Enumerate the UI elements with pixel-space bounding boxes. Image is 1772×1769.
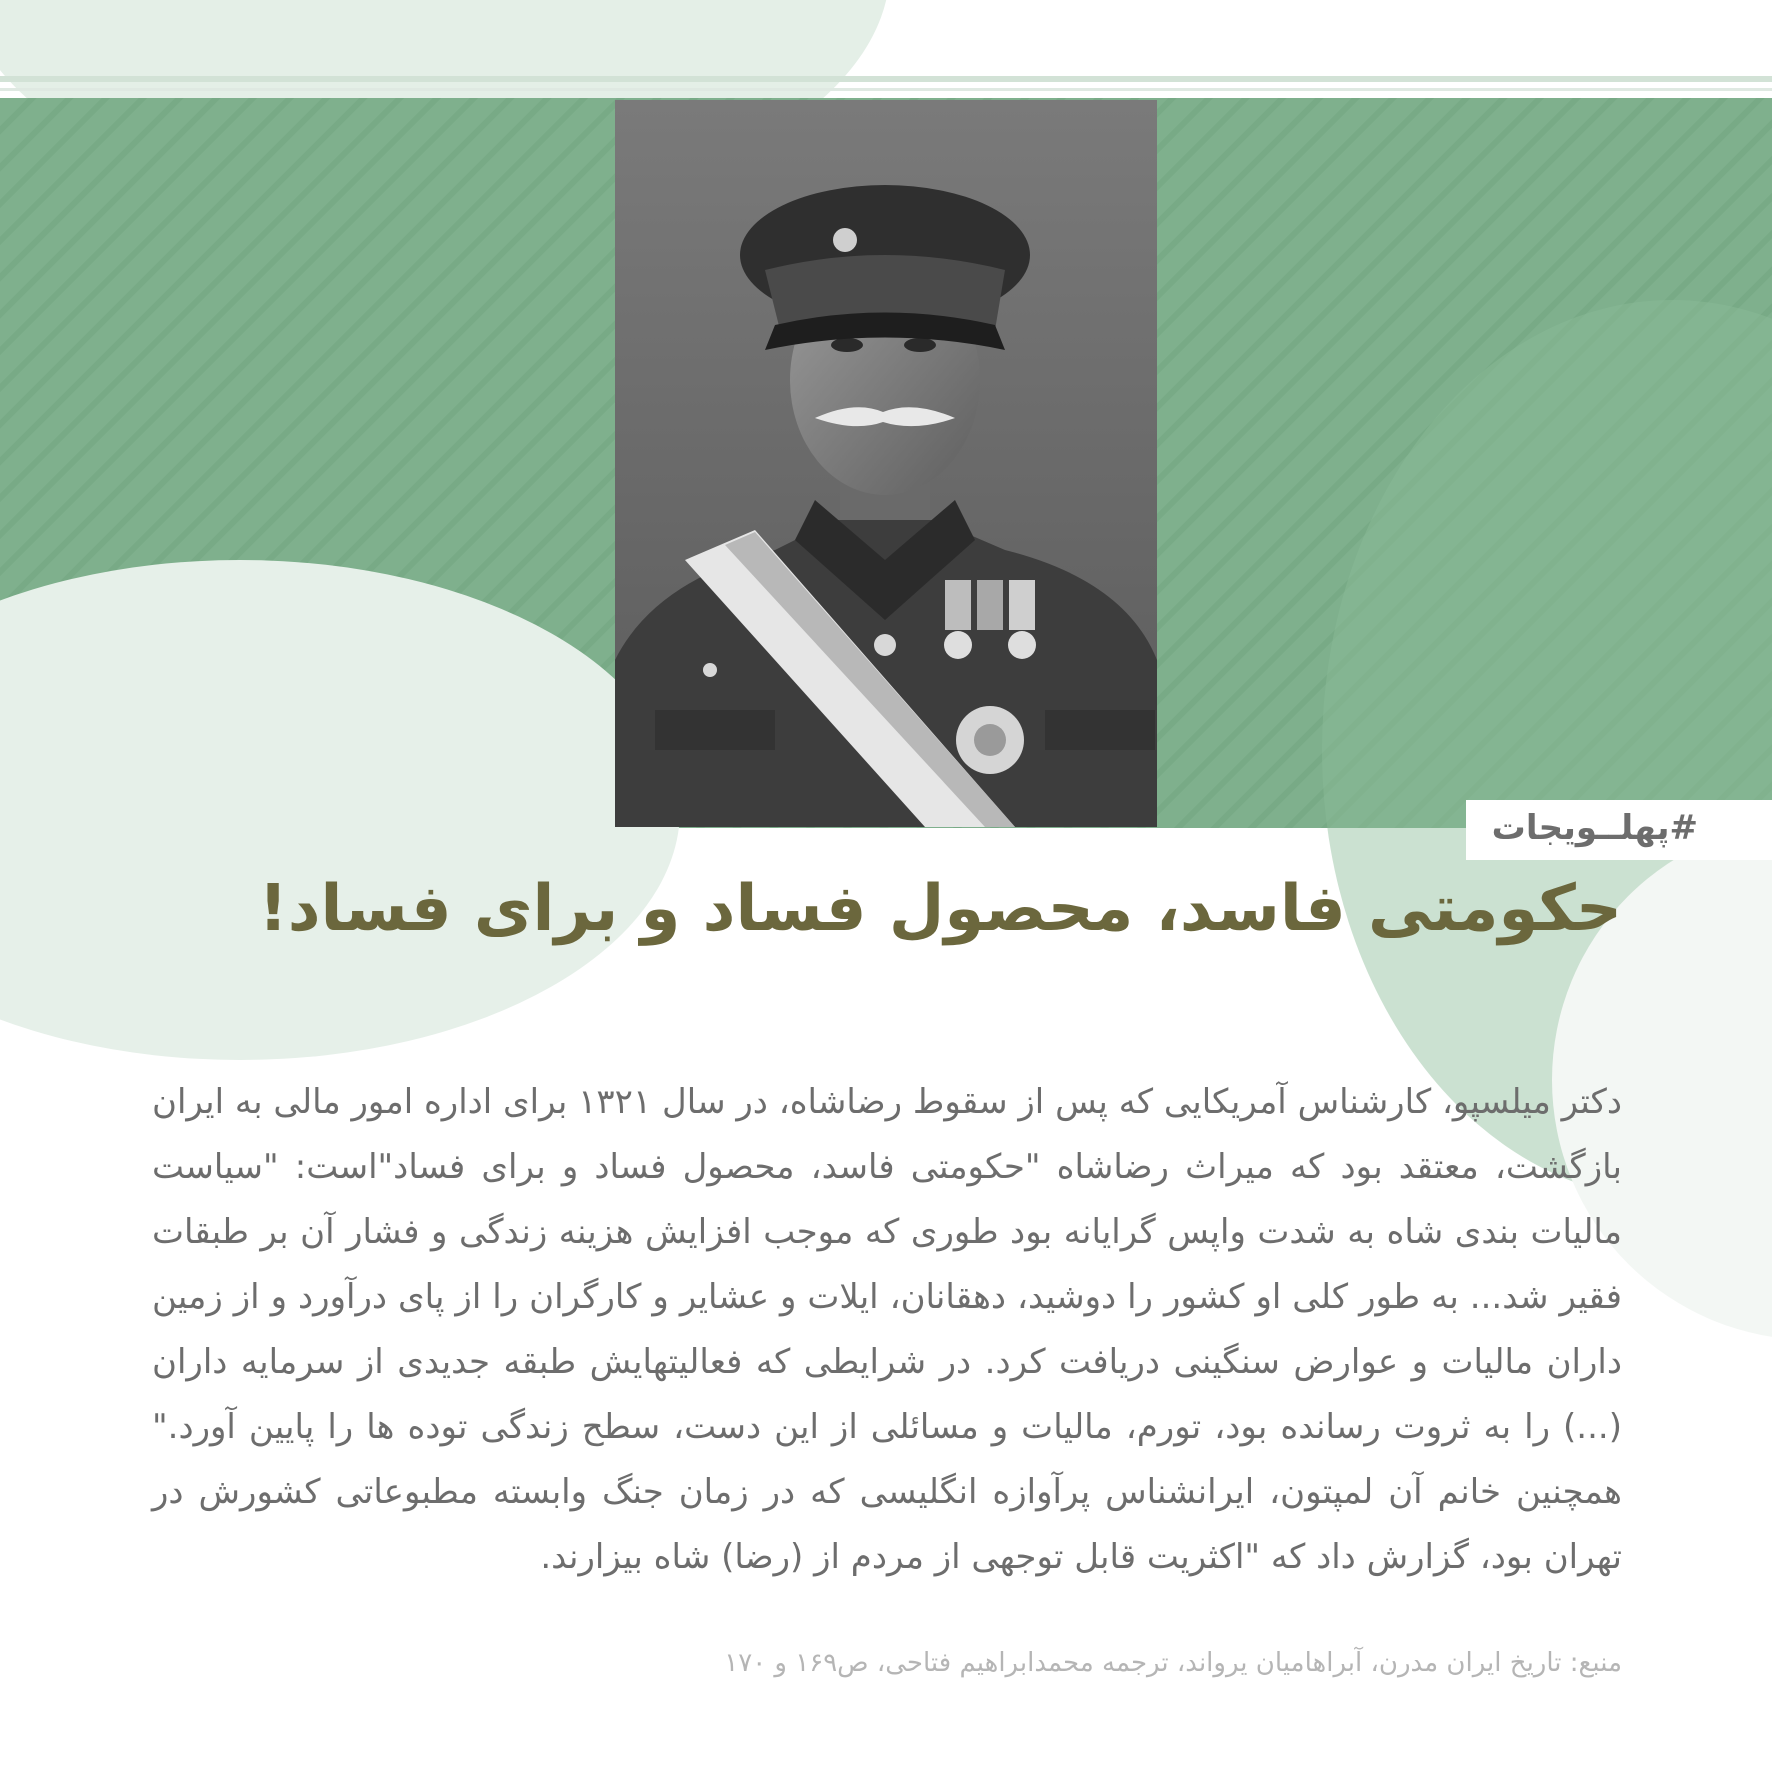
top-divider-line-thin — [0, 88, 1772, 91]
portrait-photo — [615, 100, 1157, 827]
portrait-illustration — [615, 100, 1157, 827]
headline: حکومتی فاسد، محصول فساد و برای فساد! — [258, 872, 1622, 946]
hashtag-label: #پهلــویجات — [1491, 808, 1698, 848]
source-citation: منبع: تاریخ ایران مدرن، آبراهامیان یرواند، ترجمه محمدابراهیم فتاحی، ص۱۶۹ و ۱۷۰ — [724, 1648, 1622, 1678]
body-paragraph: دکتر میلسپو، کارشناس آمریکایی که پس از سقوط رضاشاه، در سال ۱۳۲۱ برای اداره امور مالی به ایران بازگشت، معتقد بود که میراث رضاشاه "حکومتی فاسد، محصول فساد و برای فساد"است: "سیاست مالیات بندی شاه به شدت واپس گرایانه بود طوری که موجب افزایش هزینه زندگی و فشار آن بر طبقات فقیر شد... به طور کلی او کشور را دوشید، دهقانان، ایلات و عشایر و کارگران را از پای درآورد و از زمین داران مالیات و عوارض سنگینی دریافت کرد. در شرایطی که فعالیتهایش طبقه جدیدی از سرمایه داران (...) را به ثروت رسانده بود، تورم، مالیات و مسائلی از این دست، سطح زندگی توده ها را پایین آورد." همچنین خانم آن لمپتون، ایرانشناس پرآوازه انگلیسی که در زمان جنگ وابسته مطبوعاتی کشورش در تهران بود، گزارش داد که "اکثریت قابل توجهی از مردم از (رضا) شاه بیزارند. — [152, 1082, 1622, 1577]
top-divider-line — [0, 76, 1772, 82]
